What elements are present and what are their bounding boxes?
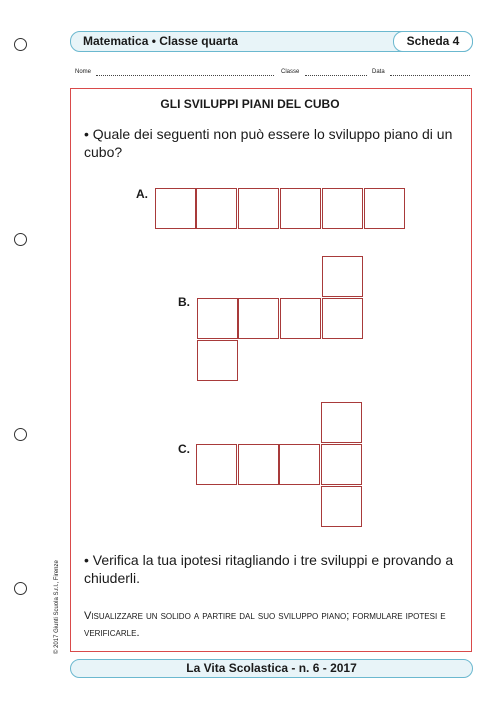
learning-goal-note: Visualizzare un solido a partire dal suo sviluppo piano; formulare ipotesi e verificarle. <box>84 610 446 639</box>
date-field[interactable] <box>390 75 470 76</box>
net-square <box>364 188 405 229</box>
net-square <box>238 298 279 339</box>
net-square <box>322 298 363 339</box>
binder-hole <box>14 582 27 595</box>
net-square <box>280 188 321 229</box>
footer-bar: La Vita Scolastica - n. 6 - 2017 <box>70 659 473 678</box>
net-square <box>197 298 238 339</box>
binder-hole <box>14 428 27 441</box>
net-square <box>197 340 238 381</box>
net-square <box>238 444 279 485</box>
sheet-tab: Scheda 4 <box>393 31 473 52</box>
option-a-label: A. <box>136 187 148 201</box>
net-square <box>321 486 362 527</box>
net-square <box>196 444 237 485</box>
copyright-text: © 2017 Giunti Scuola S.r.l., Firenze <box>54 560 60 654</box>
date-label: Data <box>372 69 385 75</box>
header-title: Matematica • Classe quarta <box>83 34 238 48</box>
class-field[interactable] <box>305 75 367 76</box>
net-square <box>280 298 321 339</box>
net-square <box>155 188 196 229</box>
net-square <box>238 188 279 229</box>
name-label: Nome <box>75 69 92 75</box>
binder-hole <box>14 233 27 246</box>
header-bar <box>70 31 473 52</box>
binder-hole <box>14 38 27 51</box>
net-square <box>196 188 237 229</box>
instruction-text: • Verifica la tua ipotesi ritagliando i tre sviluppi e provando a chiuderli. <box>84 552 454 586</box>
option-c-label: C. <box>178 442 190 456</box>
name-field[interactable] <box>96 75 274 76</box>
net-square <box>279 444 320 485</box>
option-b-label: B. <box>178 295 190 309</box>
net-square <box>321 402 362 443</box>
net-square <box>322 256 363 297</box>
class-label: Classe <box>281 69 300 75</box>
net-square <box>321 444 362 485</box>
page-title: GLI SVILUPPI PIANI DEL CUBO <box>160 97 340 111</box>
question-text: • Quale dei seguenti non può essere lo sviluppo piano di un cubo? <box>84 126 453 160</box>
net-square <box>322 188 363 229</box>
